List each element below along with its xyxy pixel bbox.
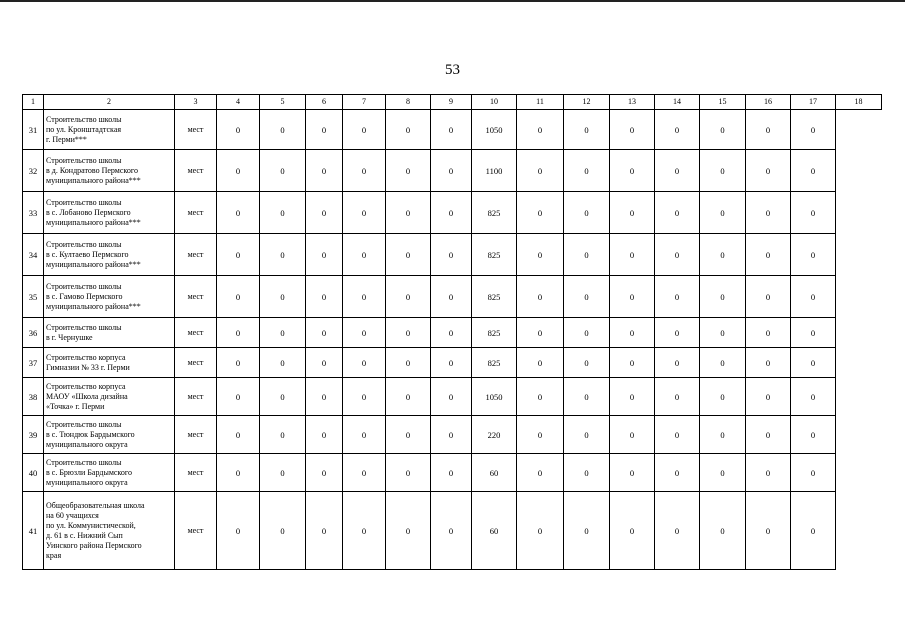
value-cell: 0 [655,378,700,416]
value-cell: 0 [564,234,610,276]
value-cell: 0 [700,234,746,276]
value-cell: 0 [343,150,386,192]
value-cell: 0 [217,110,260,150]
value-cell: 0 [260,378,306,416]
unit-cell: мест [175,276,217,318]
table-row [23,234,882,276]
value-cell: 0 [260,110,306,150]
value-cell: 0 [564,348,610,378]
object-name [44,318,175,348]
table-row [23,318,882,348]
data-table [22,94,882,570]
value-cell: 0 [431,192,472,234]
value-cell: 0 [517,416,564,454]
value-cell: 0 [386,492,431,570]
unit-cell: мест [175,150,217,192]
row-number: 36 [23,318,44,348]
column-header: 7 [343,95,386,110]
object-name-line: Строительство школы [46,457,122,467]
value-cell: 60 [472,492,517,570]
value-cell: 0 [431,110,472,150]
value-cell: 0 [610,276,655,318]
value-cell: 0 [306,378,343,416]
object-name-line: Строительство корпуса [46,352,126,362]
object-name-line: Строительство школы [46,322,122,332]
value-cell: 0 [260,150,306,192]
value-cell: 0 [700,348,746,378]
value-cell: 0 [746,276,791,318]
object-name-line: в с. Култаево Пермского [46,249,129,259]
row-number: 40 [23,454,44,492]
row-number: 32 [23,150,44,192]
value-cell: 0 [217,378,260,416]
object-name-line: в с. Брюзли Бардымского [46,467,132,477]
object-name [44,378,175,416]
value-cell: 0 [791,416,836,454]
object-name-line: муниципального округа [46,439,128,449]
object-name-line: Гимназии № 33 г. Перми [46,362,130,372]
column-header: 13 [610,95,655,110]
column-header: 6 [306,95,343,110]
table-row [23,192,882,234]
value-cell: 0 [517,276,564,318]
column-header: 4 [217,95,260,110]
unit-cell: мест [175,110,217,150]
value-cell: 0 [655,348,700,378]
value-cell: 0 [386,454,431,492]
object-name-line: по ул. Кронштадтская [46,124,122,134]
value-cell: 0 [655,318,700,348]
value-cell: 0 [746,348,791,378]
value-cell: 0 [700,110,746,150]
object-name-line: Строительство школы [46,281,122,291]
column-header: 17 [791,95,836,110]
object-name-line: г. Перми*** [46,134,87,144]
value-cell: 0 [610,416,655,454]
value-cell: 1050 [472,110,517,150]
value-cell: 0 [791,234,836,276]
value-cell: 0 [791,276,836,318]
table-row [23,110,882,150]
object-name-line: «Точка» г. Перми [46,401,105,411]
value-cell: 0 [655,454,700,492]
value-cell: 0 [217,192,260,234]
value-cell: 0 [517,318,564,348]
value-cell: 0 [655,276,700,318]
value-cell: 1050 [472,378,517,416]
value-cell: 1100 [472,150,517,192]
value-cell: 0 [343,416,386,454]
header-row [23,95,882,110]
value-cell: 0 [217,318,260,348]
value-cell: 0 [306,492,343,570]
value-cell: 0 [655,492,700,570]
object-name [44,492,175,570]
value-cell: 0 [517,378,564,416]
value-cell: 0 [306,234,343,276]
value-cell: 0 [517,192,564,234]
object-name-line: муниципального района*** [46,301,141,311]
value-cell: 0 [386,276,431,318]
value-cell: 0 [306,192,343,234]
value-cell: 0 [564,318,610,348]
object-name [44,110,175,150]
column-header: 14 [655,95,700,110]
value-cell: 0 [306,318,343,348]
table-row [23,348,882,378]
value-cell: 0 [306,348,343,378]
page-number: 53 [445,62,460,78]
value-cell: 0 [610,318,655,348]
value-cell: 0 [217,454,260,492]
value-cell: 0 [610,150,655,192]
value-cell: 0 [517,234,564,276]
value-cell: 0 [306,150,343,192]
value-cell: 0 [431,348,472,378]
value-cell: 0 [564,110,610,150]
column-header: 9 [431,95,472,110]
object-name-line: МАОУ «Школа дизайна [46,391,128,401]
value-cell: 0 [343,234,386,276]
value-cell: 0 [260,492,306,570]
object-name-line: по ул. Коммунистической, [46,520,136,530]
object-name [44,234,175,276]
object-name [44,276,175,318]
column-header: 1 [23,95,44,110]
object-name-line: Строительство корпуса [46,381,126,391]
value-cell: 0 [306,276,343,318]
value-cell: 0 [564,416,610,454]
value-cell: 0 [431,318,472,348]
value-cell: 825 [472,348,517,378]
object-name-line: края [46,550,62,560]
value-cell: 0 [343,110,386,150]
column-header: 5 [260,95,306,110]
column-header: 2 [44,95,175,110]
value-cell: 0 [564,192,610,234]
value-cell: 0 [260,234,306,276]
table-row [23,454,882,492]
value-cell: 0 [306,416,343,454]
value-cell: 0 [791,110,836,150]
value-cell: 825 [472,276,517,318]
column-header: 10 [472,95,517,110]
value-cell: 0 [343,318,386,348]
object-name [44,454,175,492]
object-name-line: в с. Тюндюк Бардымского [46,429,135,439]
row-number: 34 [23,234,44,276]
value-cell: 0 [431,378,472,416]
value-cell: 0 [386,416,431,454]
value-cell: 0 [746,416,791,454]
object-name-line: д. 61 в с. Нижний Сып [46,530,123,540]
value-cell: 0 [217,416,260,454]
column-header: 8 [386,95,431,110]
value-cell: 0 [260,348,306,378]
value-cell: 0 [386,318,431,348]
value-cell: 0 [564,492,610,570]
value-cell: 0 [610,348,655,378]
row-number: 41 [23,492,44,570]
object-name [44,192,175,234]
value-cell: 0 [791,378,836,416]
row-number: 31 [23,110,44,150]
value-cell: 0 [517,110,564,150]
value-cell: 825 [472,318,517,348]
value-cell: 0 [386,110,431,150]
object-name-line: Строительство школы [46,239,122,249]
value-cell: 0 [791,318,836,348]
value-cell: 0 [431,454,472,492]
value-cell: 0 [655,192,700,234]
value-cell: 825 [472,192,517,234]
value-cell: 0 [610,378,655,416]
value-cell: 0 [431,150,472,192]
value-cell: 0 [564,276,610,318]
value-cell: 0 [343,348,386,378]
value-cell: 0 [746,378,791,416]
value-cell: 0 [610,492,655,570]
row-number: 38 [23,378,44,416]
value-cell: 0 [431,416,472,454]
value-cell: 0 [343,192,386,234]
value-cell: 0 [217,234,260,276]
value-cell: 0 [655,234,700,276]
value-cell: 0 [655,110,700,150]
value-cell: 0 [431,492,472,570]
value-cell: 0 [343,276,386,318]
value-cell: 0 [386,348,431,378]
table-row [23,150,882,192]
value-cell: 0 [791,348,836,378]
value-cell: 0 [386,192,431,234]
value-cell: 0 [700,318,746,348]
object-name-line: Уинского района Пермского [46,540,142,550]
unit-cell: мест [175,416,217,454]
value-cell: 0 [791,150,836,192]
value-cell: 0 [655,416,700,454]
value-cell: 0 [700,416,746,454]
value-cell: 0 [700,378,746,416]
scan-top-border [0,0,905,2]
value-cell: 0 [610,110,655,150]
value-cell: 0 [746,318,791,348]
value-cell: 0 [217,348,260,378]
value-cell: 0 [791,192,836,234]
value-cell: 0 [306,110,343,150]
value-cell: 0 [564,150,610,192]
object-name-line: Строительство школы [46,114,122,124]
row-number: 39 [23,416,44,454]
value-cell: 825 [472,234,517,276]
value-cell: 0 [431,276,472,318]
unit-cell: мест [175,378,217,416]
value-cell: 0 [260,276,306,318]
object-name-line: в г. Чернушке [46,332,93,342]
value-cell: 60 [472,454,517,492]
unit-cell: мест [175,192,217,234]
unit-cell: мест [175,454,217,492]
unit-cell: мест [175,348,217,378]
value-cell: 0 [700,454,746,492]
column-header: 15 [700,95,746,110]
object-name-line: в с. Лобаново Пермского [46,207,131,217]
value-cell: 0 [746,192,791,234]
value-cell: 0 [700,492,746,570]
value-cell: 0 [746,150,791,192]
value-cell: 0 [517,492,564,570]
value-cell: 0 [610,234,655,276]
value-cell: 0 [386,234,431,276]
value-cell: 0 [260,192,306,234]
value-cell: 0 [260,416,306,454]
unit-cell: мест [175,318,217,348]
value-cell: 0 [386,150,431,192]
value-cell: 0 [343,378,386,416]
object-name-line: Строительство школы [46,155,122,165]
value-cell: 0 [260,454,306,492]
object-name-line: муниципального района*** [46,175,141,185]
value-cell: 0 [260,318,306,348]
value-cell: 0 [386,378,431,416]
object-name-line: на 60 учащихся [46,510,99,520]
value-cell: 0 [610,192,655,234]
object-name-line: Общеобразовательная школа [46,500,145,510]
column-header: 3 [175,95,217,110]
value-cell: 0 [517,150,564,192]
value-cell: 0 [700,150,746,192]
value-cell: 0 [217,276,260,318]
table-row [23,276,882,318]
column-header: 11 [517,95,564,110]
value-cell: 0 [791,492,836,570]
value-cell: 0 [343,454,386,492]
value-cell: 0 [517,348,564,378]
value-cell: 0 [746,234,791,276]
column-header: 16 [746,95,791,110]
object-name-line: Строительство школы [46,419,122,429]
table-row [23,416,882,454]
value-cell: 0 [746,454,791,492]
value-cell: 0 [610,454,655,492]
value-cell: 0 [564,378,610,416]
value-cell: 0 [431,234,472,276]
table-row [23,378,882,416]
object-name [44,150,175,192]
value-cell: 0 [746,110,791,150]
column-header: 12 [564,95,610,110]
object-name-line: в д. Кондратово Пермского [46,165,138,175]
unit-cell: мест [175,492,217,570]
object-name [44,348,175,378]
object-name [44,416,175,454]
object-name-line: муниципального округа [46,477,128,487]
row-number: 33 [23,192,44,234]
value-cell: 0 [217,492,260,570]
row-number: 37 [23,348,44,378]
value-cell: 0 [746,492,791,570]
object-name-line: в с. Гамово Пермского [46,291,123,301]
value-cell: 220 [472,416,517,454]
value-cell: 0 [655,150,700,192]
object-name-line: муниципального района*** [46,259,141,269]
value-cell: 0 [564,454,610,492]
value-cell: 0 [306,454,343,492]
object-name-line: муниципального района*** [46,217,141,227]
value-cell: 0 [700,192,746,234]
unit-cell: мест [175,234,217,276]
column-header: 18 [836,95,882,110]
value-cell: 0 [217,150,260,192]
value-cell: 0 [343,492,386,570]
value-cell: 0 [791,454,836,492]
value-cell: 0 [700,276,746,318]
table-row [23,492,882,570]
value-cell: 0 [517,454,564,492]
row-number: 35 [23,276,44,318]
object-name-line: Строительство школы [46,197,122,207]
